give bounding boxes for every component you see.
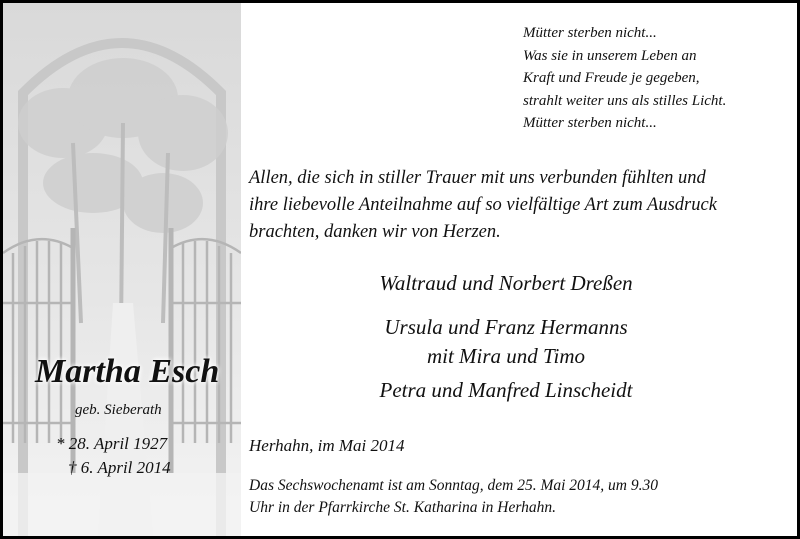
thanks-line: ihre liebevolle Anteilnahme auf so vielfältige Art zum Ausdruck — [249, 195, 717, 215]
memorial-image — [3, 3, 241, 536]
poem — [523, 22, 726, 135]
birth-date: * 28. April 1927 — [56, 434, 168, 453]
poem-line: Was sie in unserem Leben an — [523, 47, 697, 64]
place-and-date: Herhahn, im Mai 2014 — [249, 436, 405, 455]
family-name-3: Petra und Manfred Linscheidt — [379, 378, 633, 402]
service-notice — [249, 475, 658, 519]
notice-line: Das Sechswochenamt ist am Sonntag, dem 25. Mai 2014, um 9.30 — [249, 477, 658, 494]
thanks-line: brachten, danken wir von Herzen. — [249, 222, 501, 242]
poem-line: Mütter sterben nicht... — [523, 115, 657, 131]
gate-and-trees-image — [3, 3, 241, 536]
thanks-paragraph — [249, 165, 717, 246]
poem-line: Mütter sterben nicht... — [523, 25, 657, 41]
poem-line: strahlt weiter uns als stilles Licht. — [523, 92, 727, 109]
family-name-1: Waltraud und Norbert Dreßen — [379, 271, 633, 295]
family-group-2 — [300, 313, 712, 371]
family-children-2: mit Mira und Timo — [426, 344, 586, 368]
thanks-line: Allen, die sich in stiller Trauer mit uns verbunden fühlten und — [249, 168, 706, 188]
notice-line: Uhr in der Pfarrkirche St. Katharina in Herhahn. — [249, 499, 556, 516]
maiden-name: geb. Sieberath — [75, 402, 162, 418]
family-name-2: Ursula und Franz Hermanns — [384, 315, 628, 339]
poem-line: Kraft und Freude je gegeben, — [523, 70, 700, 86]
deceased-name: Martha Esch — [35, 353, 220, 390]
death-date: † 6. April 2014 — [68, 458, 171, 477]
